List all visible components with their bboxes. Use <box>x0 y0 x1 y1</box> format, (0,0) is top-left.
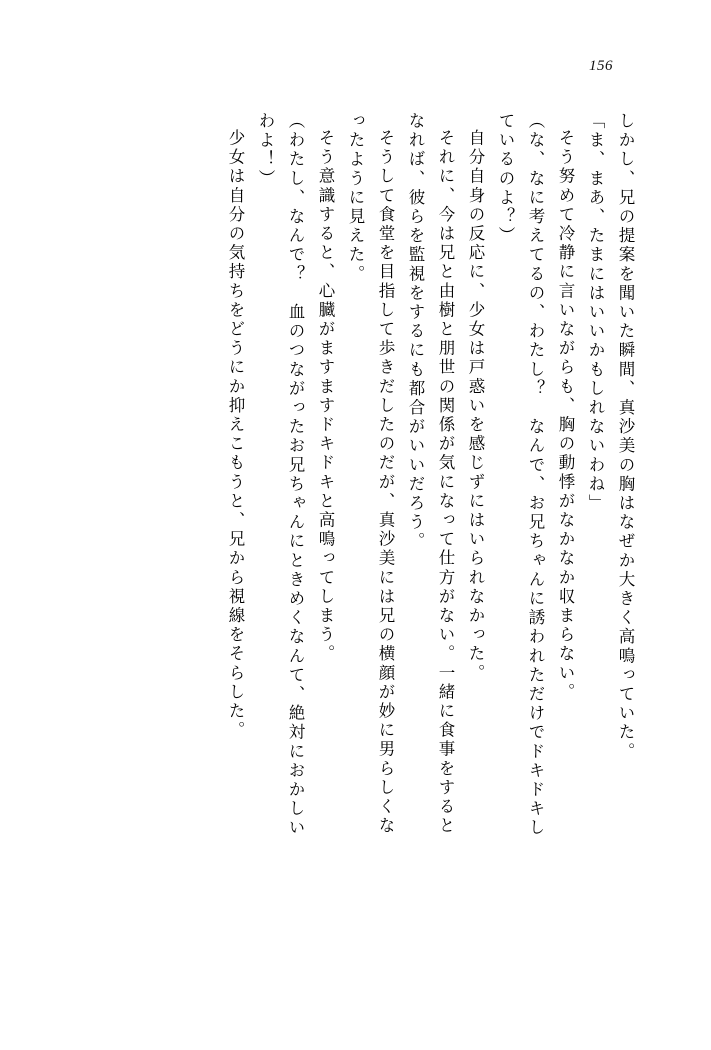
text-line: それに、今は兄と由樹と朋世の関係が気になって仕方がない。一緒に食事をすると <box>436 129 455 836</box>
text-line: そうして食堂を目指して歩きだしたのだが、真沙美には兄の横顔が妙に男らしくな <box>376 129 395 836</box>
vertical-text-body <box>150 112 633 872</box>
text-line: （な、なに考えてるの、わたし？ なんで、お兄ちゃんに誘われただけでドキドキし <box>526 112 545 838</box>
text-line: なれば、彼らを監視をするにも都合がいいだろう。 <box>406 112 425 552</box>
text-line: （わたし、なんで？ 血のつながったお兄ちゃんにときめくなんて、絶対におかしい <box>286 112 305 838</box>
text-line: そう意識すると、心臓がますますドキドキと高鳴ってしまう。 <box>316 129 335 664</box>
text-line: 自分自身の反応に、少女は戸惑いを感じずにはいられなかった。 <box>466 129 485 683</box>
text-line: 少女は自分の気持ちをどうにか抑えこもうと、兄から視線をそらした。 <box>226 129 245 741</box>
text-line: ているのよ？） <box>496 112 515 246</box>
text-line: ったように見えた。 <box>346 112 365 284</box>
text-line: しかし、兄の提案を聞いた瞬間、真沙美の胸はなぜか大きく高鳴っていた。 <box>616 112 635 762</box>
text-line: そう努めて冷静に言いながらも、胸の動悸がなかなか収まらない。 <box>556 129 575 702</box>
text-line: わよ！） <box>256 112 275 189</box>
page-number: 156 <box>589 58 613 74</box>
text-line: 「ま、まあ、たまにはいいかもしれないわね」 <box>586 112 605 514</box>
